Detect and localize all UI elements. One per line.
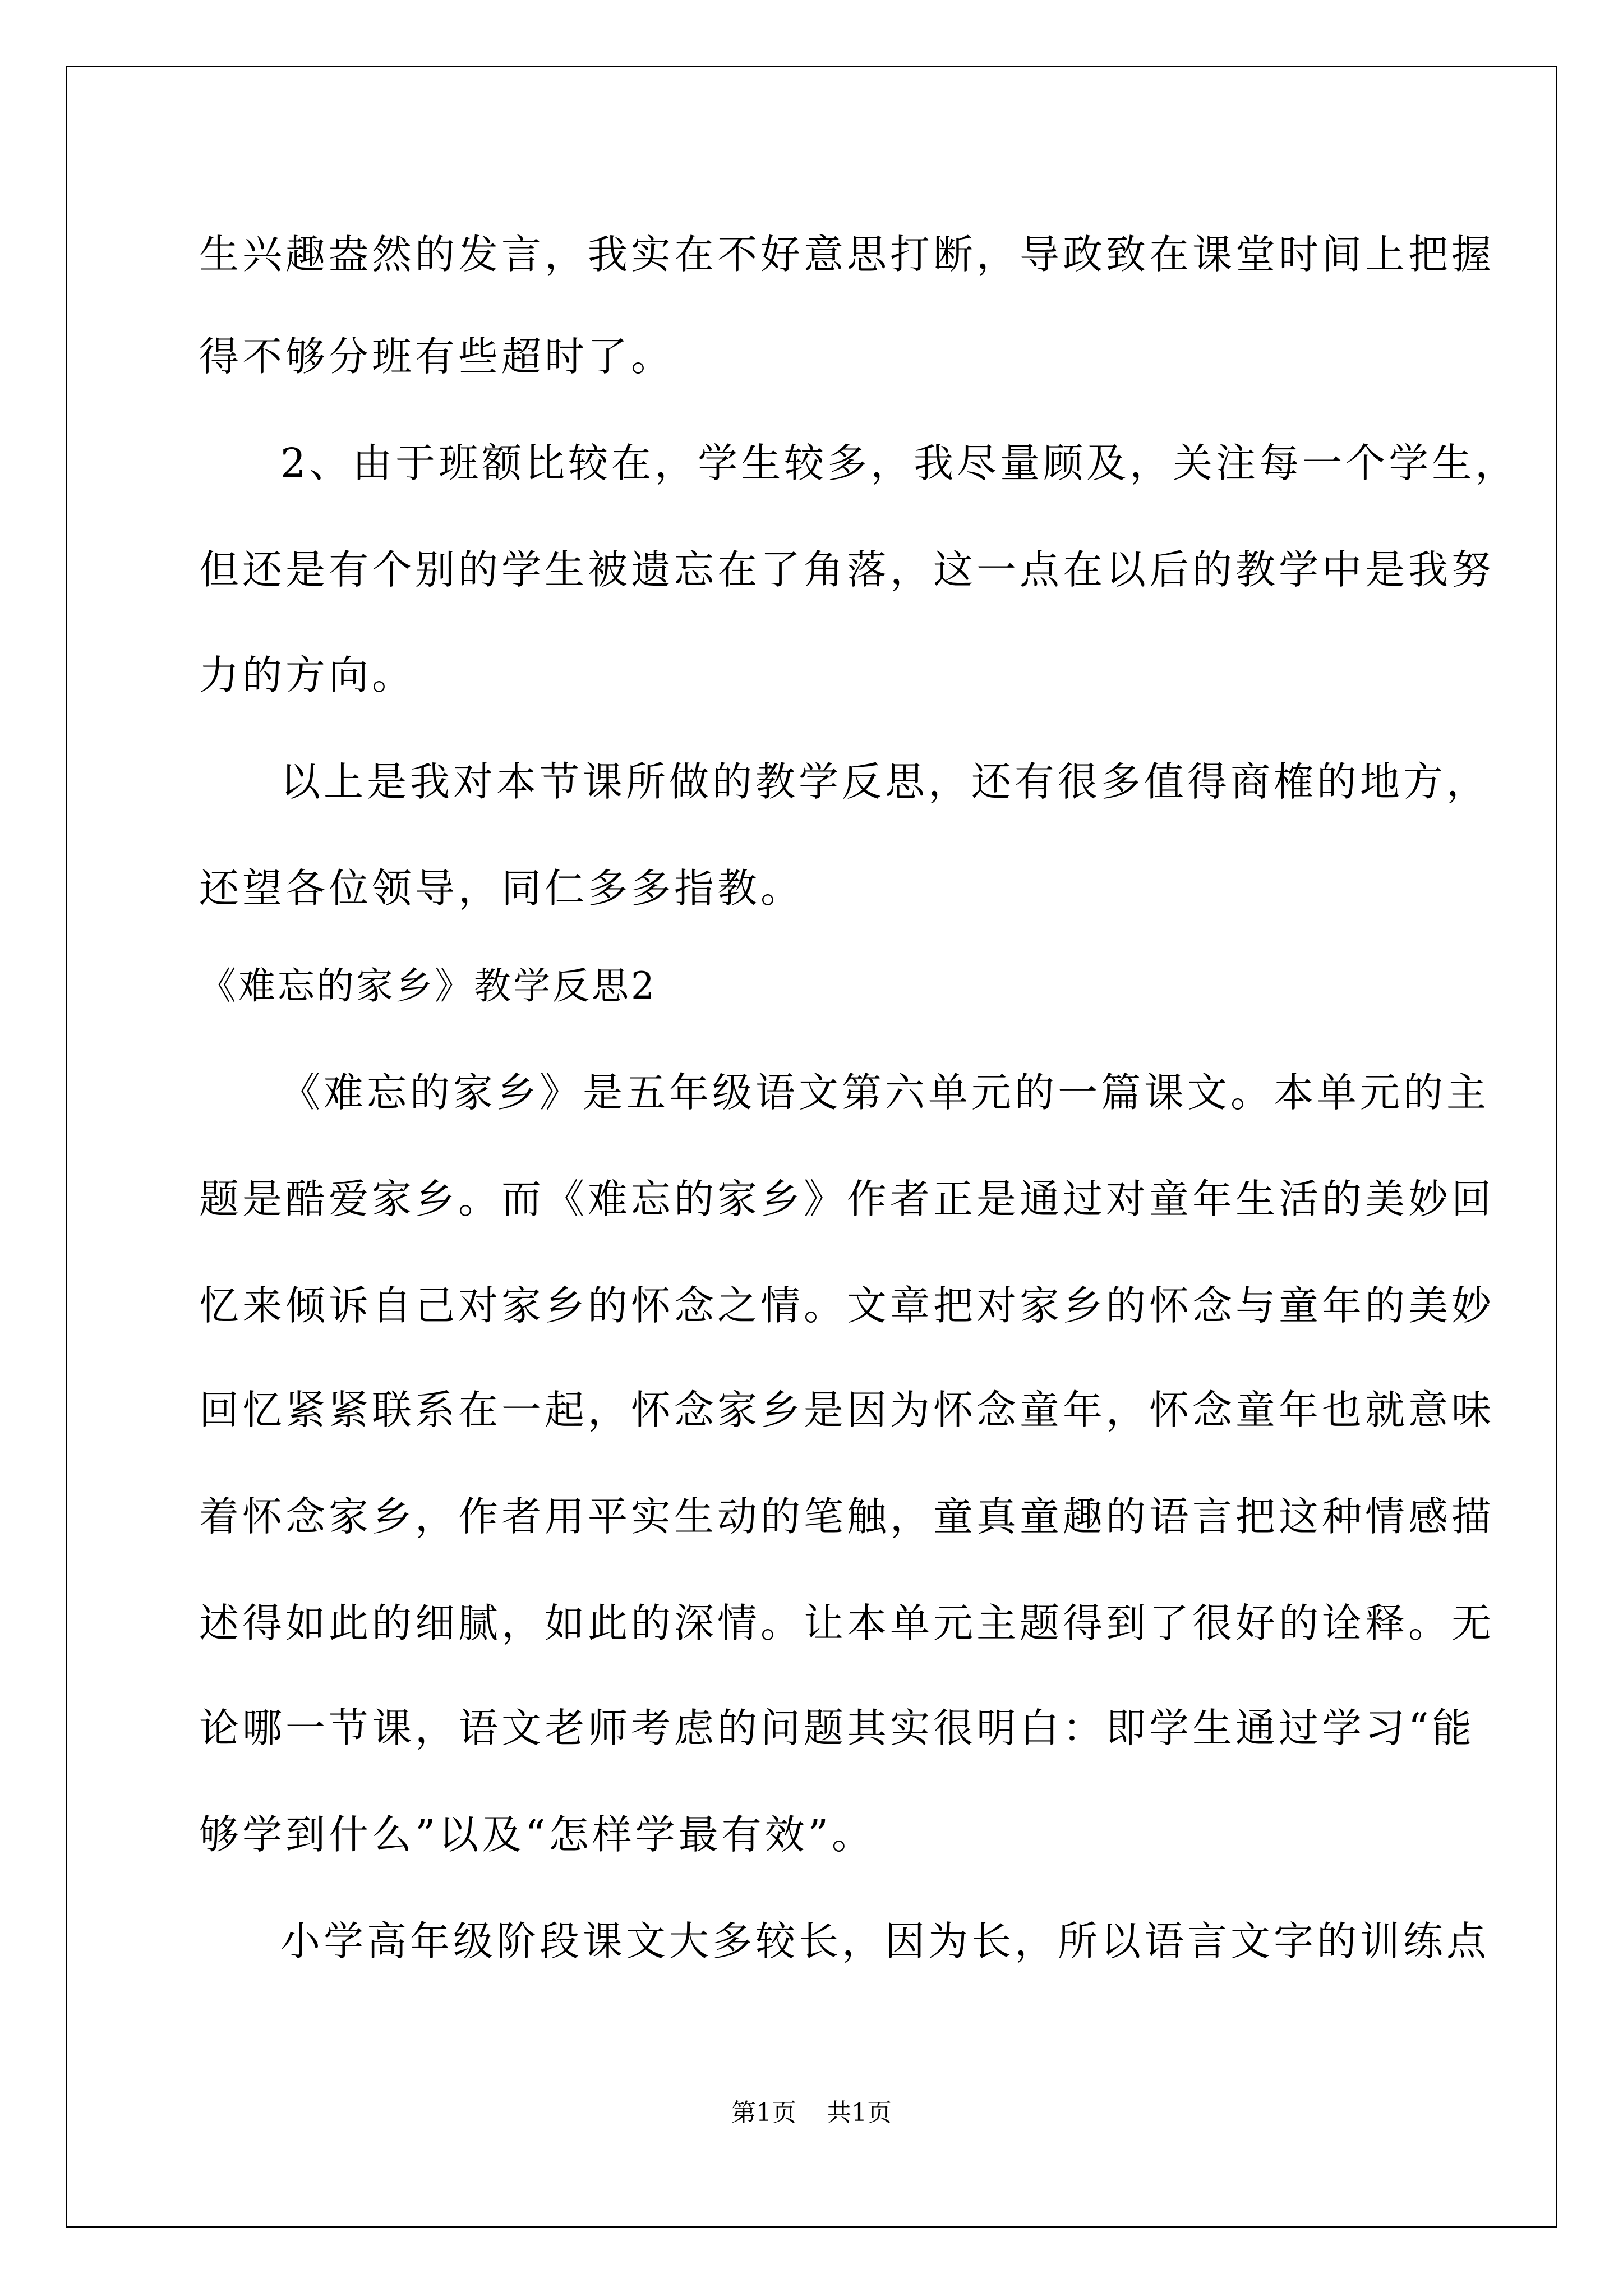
section-heading: 《难忘的家乡》教学反思2 (199, 964, 657, 1007)
body-line-2: 得不够分班有些超时了。 (199, 333, 675, 380)
body-line-5: 力的方向。 (199, 652, 416, 698)
body-line-14: 述得如此的细腻，如此的深情。让本单元主题得到了很好的诠释。无 (199, 1600, 1495, 1646)
body-line-3: 2、由于班额比较在，学生较多，我尽量顾及，关注每一个学生， (280, 440, 1519, 486)
page-border (66, 66, 1557, 2228)
body-line-1: 生兴趣盎然的发言，我实在不好意思打断，导政致在课堂时间上把握 (199, 231, 1495, 278)
body-line-6: 以上是我对本节课所做的教学反思，还有很多值得商榷的地方， (280, 758, 1490, 805)
body-line-12: 回忆紧紧联系在一起，怀念家乡是因为怀念童年，怀念童年也就意味 (199, 1387, 1495, 1433)
body-line-13: 着怀念家乡，作者用平实生动的笔触，童真童趣的语言把这种情感描 (199, 1493, 1495, 1540)
body-line-16: 够学到什么”以及“怎样学最有效”。 (199, 1811, 875, 1858)
body-line-7: 还望各位领导，同仁多多指教。 (199, 865, 804, 912)
body-line-4: 但还是有个别的学生被遗忘在了角落，这一点在以后的教学中是我努 (199, 546, 1495, 593)
body-line-17: 小学高年级阶段课文大多较长，因为长，所以语言文字的训练点 (280, 1918, 1490, 1964)
page-footer (0, 2092, 1623, 2128)
page-total: 共1页 (827, 2099, 892, 2127)
body-line-9: 《难忘的家乡》是五年级语文第六单元的一篇课文。本单元的主 (280, 1069, 1490, 1116)
page-number: 第1页 (731, 2099, 796, 2127)
body-line-11: 忆来倾诉自己对家乡的怀念之情。文章把对家乡的怀念与童年的美妙 (199, 1282, 1495, 1329)
body-line-10: 题是酷爱家乡。而《难忘的家乡》作者正是通过对童年生活的美妙回 (199, 1176, 1495, 1222)
body-line-15: 论哪一节课，语文老师考虑的问题其实很明白：即学生通过学习“能 (199, 1705, 1476, 1751)
